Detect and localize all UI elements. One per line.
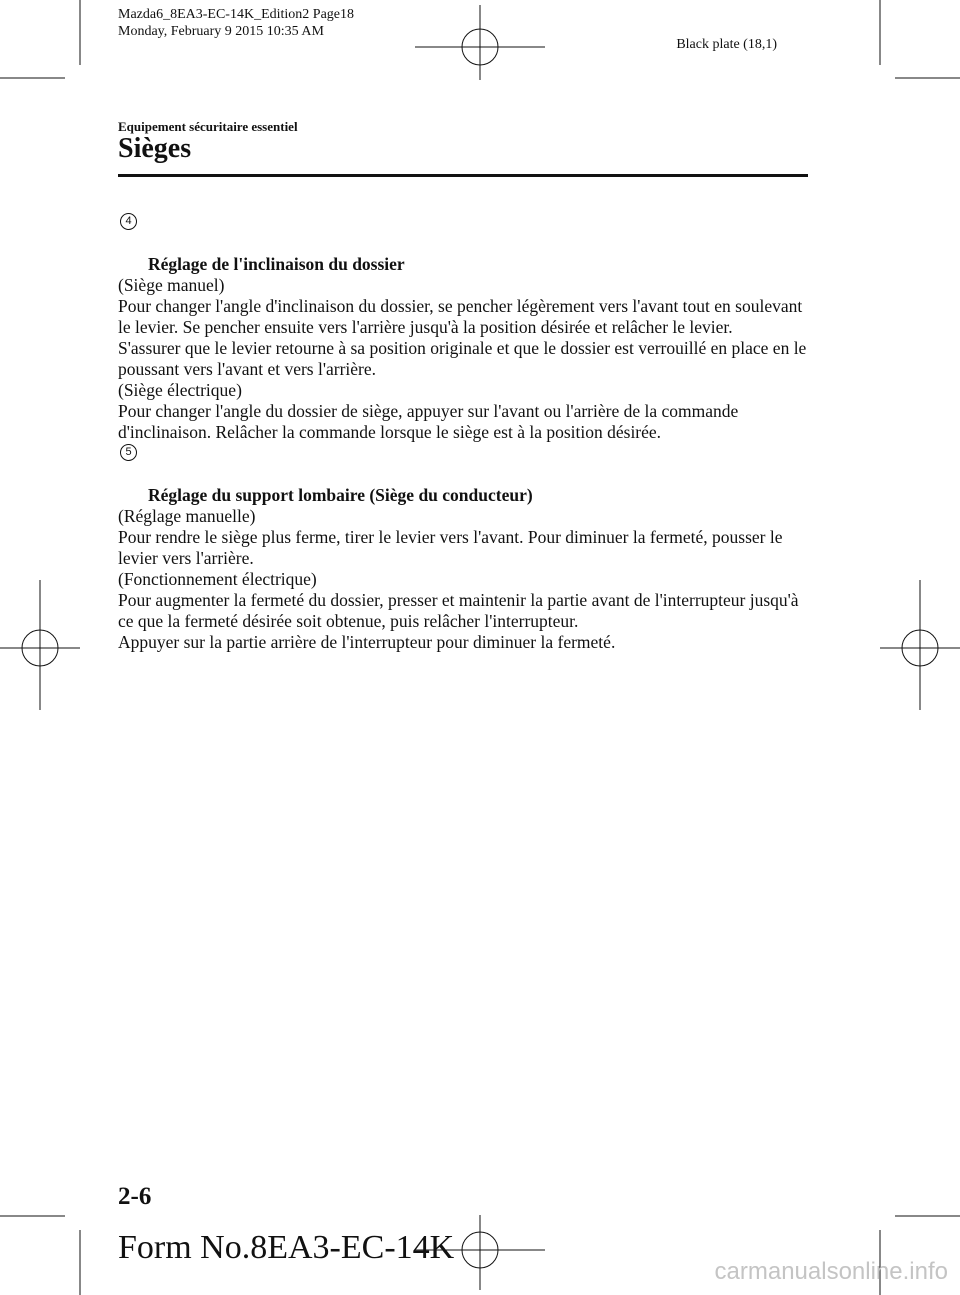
- circled-number-4-icon: 4: [120, 213, 137, 230]
- item-heading-5: [118, 443, 818, 506]
- circled-number-5-icon: 5: [120, 444, 137, 461]
- print-slug: [118, 6, 354, 40]
- plate-label: Black plate (18,1): [676, 37, 777, 52]
- page-number: 2-6: [118, 1183, 152, 1210]
- section-label: Equipement sécuritaire essentiel: [118, 119, 298, 134]
- title-rule: [118, 174, 808, 177]
- item-paragraph: (Réglage manuelle) Pour rendre le siège plus ferme, tirer le levier vers l'avant. Pour diminuer la fermeté, pousser le levier vers l'arrière. (Fonctionnement électrique) Pour augmenter la fermeté du dossier, presser et maintenir la partie avant de l'interrupteur jusqu'à ce que la fermeté désirée soit obtenue, puis relâcher l'interrupteur. Appuyer sur la partie arrière de l'interrupteur pour diminuer la fermeté.: [118, 506, 799, 652]
- item-paragraph: (Siège manuel) Pour changer l'angle d'inclinaison du dossier, se pencher légèrement vers l'avant tout en soulevant le levier. Se pencher ensuite vers l'arrière jusqu'à la position désirée et relâcher le levier. S'assurer que le levier retourne à sa position originale et que le dossier est verrouillé en place en le poussant vers l'avant et vers l'arrière. (Siège électrique) Pour changer l'angle du dossier de siège, appuyer sur l'avant ou l'arrière de la commande d'inclinaison. Relâcher la commande lorsque le siège est à la position désirée.: [118, 275, 807, 442]
- print-slug-line1: Mazda6_8EA3-EC-14K_Edition2 Page18: [118, 7, 355, 22]
- print-slug-line2: Monday, February 9 2015 10:35 AM: [118, 24, 324, 39]
- body-content: [118, 212, 818, 653]
- item-heading-4: [118, 212, 818, 275]
- watermark: carmanualsonline.info: [714, 1258, 948, 1285]
- item-heading-text: Réglage du support lombaire (Siège du conducteur): [148, 485, 533, 505]
- item-heading-text: Réglage de l'inclinaison du dossier: [148, 254, 405, 274]
- form-number: Form No.8EA3-EC-14K: [118, 1229, 455, 1266]
- page-title: Sièges: [118, 133, 192, 164]
